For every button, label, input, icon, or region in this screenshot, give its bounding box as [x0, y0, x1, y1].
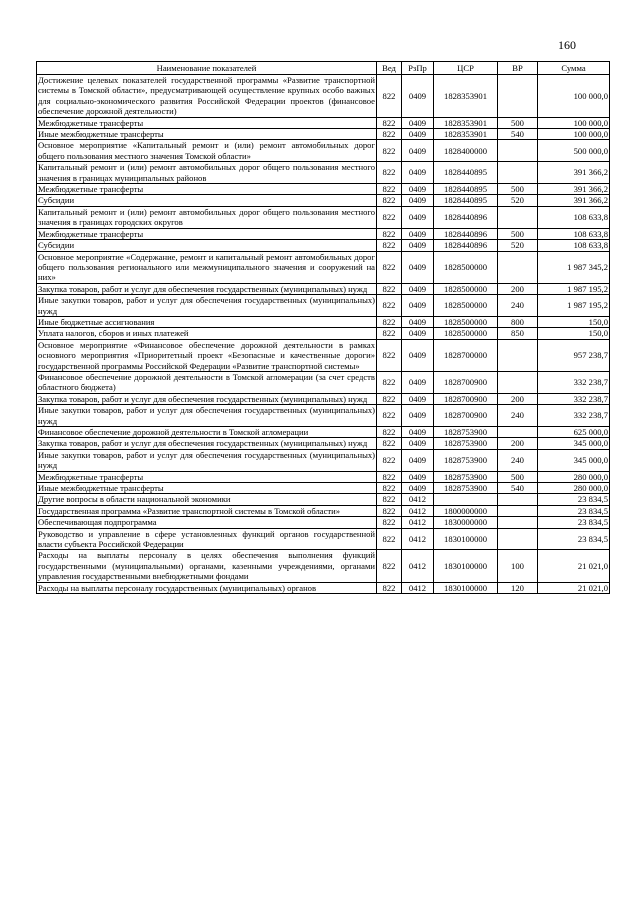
table-header-row [37, 62, 610, 75]
header-name: Наименование показателей [37, 62, 377, 75]
cell-sum: 108 633,8 [538, 206, 610, 228]
cell-ved: 822 [377, 206, 402, 228]
cell-ved: 822 [377, 184, 402, 195]
cell-ved: 822 [377, 517, 402, 528]
cell-rzpr: 0412 [402, 550, 434, 582]
cell-sum: 23 834,5 [538, 528, 610, 550]
cell-rzpr: 0409 [402, 228, 434, 239]
table-row [37, 328, 610, 339]
cell-sum: 280 000,0 [538, 483, 610, 494]
header-vr: ВР [498, 62, 538, 75]
cell-vr: 540 [498, 129, 538, 140]
cell-ved: 822 [377, 471, 402, 482]
cell-ved: 822 [377, 283, 402, 294]
cell-name: Расходы на выплаты персоналу государственных (муниципальных) органов [37, 582, 377, 593]
cell-csr: 1830100000 [434, 528, 498, 550]
cell-csr: 1828753900 [434, 483, 498, 494]
cell-name: Руководство и управление в сфере установленных функций органов государственной власти субъекта Российской Федерации [38, 528, 375, 550]
cell-sum: 23 834,5 [538, 494, 610, 505]
cell-sum: 957 238,7 [538, 339, 610, 371]
cell-vr [498, 371, 538, 393]
cell-name: Основное мероприятие «Финансовое обеспечение дорожной деятельности в рамках основного мероприятия «Приоритетный проект «Безопасные и качественные дороги» государственной программы Российской Федерации «Развитие транспортной системы» [38, 339, 375, 371]
table-row [37, 405, 610, 427]
cell-name: Другие вопросы в области национальной экономики [37, 494, 377, 505]
cell-name: Иные закупки товаров, работ и услуг для обеспечения государственных (муниципальных) нужд [38, 405, 375, 426]
cell-name: Субсидии [37, 240, 377, 251]
table-row [37, 449, 610, 471]
cell-sum: 100 000,0 [538, 75, 610, 118]
cell-rzpr: 0409 [402, 295, 434, 317]
cell-vr [498, 528, 538, 550]
cell-sum: 1 987 195,2 [538, 295, 610, 317]
cell-csr: 1828353901 [434, 75, 498, 118]
cell-sum: 150,0 [538, 316, 610, 327]
header-sum: Сумма [538, 62, 610, 75]
cell-vr: 500 [498, 117, 538, 128]
cell-csr: 1828753900 [434, 471, 498, 482]
cell-csr: 1828440895 [434, 184, 498, 195]
cell-sum: 1 987 195,2 [538, 283, 610, 294]
cell-ved: 822 [377, 162, 402, 184]
cell-rzpr: 0409 [402, 339, 434, 371]
table-row [37, 316, 610, 327]
cell-ved: 822 [377, 75, 402, 118]
cell-sum: 391 366,2 [538, 184, 610, 195]
cell-name: Иные бюджетные ассигнования [37, 316, 377, 327]
cell-name: Финансовое обеспечение дорожной деятельности в Томской агломерации (за счет средств областного бюджета) [38, 371, 375, 393]
table-row [37, 184, 610, 195]
cell-csr: 1828500000 [434, 251, 498, 283]
cell-csr: 1828500000 [434, 295, 498, 317]
cell-name: Субсидии [37, 195, 377, 206]
cell-csr: 1828700900 [434, 393, 498, 404]
table-row [37, 471, 610, 482]
cell-csr: 1828700900 [434, 371, 498, 393]
cell-rzpr: 0409 [402, 405, 434, 427]
table-body [37, 75, 610, 594]
cell-ved: 822 [377, 505, 402, 516]
cell-rzpr: 0409 [402, 251, 434, 283]
cell-vr: 800 [498, 316, 538, 327]
table-row [37, 75, 610, 118]
cell-vr: 500 [498, 184, 538, 195]
table-row [37, 129, 610, 140]
cell-vr: 120 [498, 582, 538, 593]
cell-vr: 240 [498, 405, 538, 427]
cell-vr [498, 339, 538, 371]
table-row [37, 162, 610, 184]
cell-sum: 332 238,7 [538, 393, 610, 404]
cell-rzpr: 0412 [402, 528, 434, 550]
table-row [37, 228, 610, 239]
cell-sum: 150,0 [538, 328, 610, 339]
table-row [37, 517, 610, 528]
cell-csr: 1828440896 [434, 240, 498, 251]
cell-rzpr: 0409 [402, 438, 434, 449]
cell-csr: 1828700900 [434, 405, 498, 427]
cell-name: Межбюджетные трансферты [37, 184, 377, 195]
cell-rzpr: 0409 [402, 75, 434, 118]
cell-ved: 822 [377, 405, 402, 427]
table-row [37, 427, 610, 438]
cell-sum: 332 238,7 [538, 371, 610, 393]
cell-sum: 345 000,0 [538, 449, 610, 471]
cell-ved: 822 [377, 228, 402, 239]
cell-name: Государственная программа «Развитие транспортной системы в Томской области» [37, 505, 377, 516]
cell-name: Уплата налогов, сборов и иных платежей [37, 328, 377, 339]
cell-csr: 1828753900 [434, 438, 498, 449]
cell-sum: 625 000,0 [538, 427, 610, 438]
cell-ved: 822 [377, 251, 402, 283]
cell-csr: 1828440896 [434, 206, 498, 228]
cell-vr: 200 [498, 283, 538, 294]
cell-ved: 822 [377, 371, 402, 393]
cell-rzpr: 0409 [402, 483, 434, 494]
cell-vr: 200 [498, 438, 538, 449]
cell-name: Закупка товаров, работ и услуг для обеспечения государственных (муниципальных) нужд [37, 283, 377, 294]
cell-sum: 345 000,0 [538, 438, 610, 449]
cell-name: Основное мероприятие «Содержание, ремонт и капитальный ремонт автомобильных дорог общего пользования регионального или межмуниципального значения и сооружений на них» [38, 251, 375, 283]
table-row [37, 140, 610, 162]
cell-vr: 500 [498, 228, 538, 239]
cell-vr: 500 [498, 471, 538, 482]
table-row [37, 393, 610, 404]
table-row [37, 206, 610, 228]
table-row [37, 550, 610, 582]
cell-rzpr: 0409 [402, 240, 434, 251]
cell-sum: 100 000,0 [538, 129, 610, 140]
cell-csr: 1828700000 [434, 339, 498, 371]
cell-sum: 1 987 345,2 [538, 251, 610, 283]
cell-csr: 1828400000 [434, 140, 498, 162]
cell-name: Капитальный ремонт и (или) ремонт автомобильных дорог общего пользования местного значения в границах городских округов [38, 206, 375, 228]
cell-sum: 21 021,0 [538, 582, 610, 593]
cell-ved: 822 [377, 582, 402, 593]
cell-ved: 822 [377, 494, 402, 505]
cell-rzpr: 0409 [402, 427, 434, 438]
cell-sum: 23 834,5 [538, 505, 610, 516]
cell-ved: 822 [377, 550, 402, 582]
cell-csr: 1828500000 [434, 283, 498, 294]
cell-ved: 822 [377, 129, 402, 140]
cell-rzpr: 0409 [402, 195, 434, 206]
cell-rzpr: 0412 [402, 494, 434, 505]
cell-ved: 822 [377, 339, 402, 371]
cell-name: Финансовое обеспечение дорожной деятельности в Томской агломерации [37, 427, 377, 438]
cell-ved: 822 [377, 295, 402, 317]
cell-ved: 822 [377, 140, 402, 162]
cell-name: Межбюджетные трансферты [37, 471, 377, 482]
cell-rzpr: 0409 [402, 449, 434, 471]
cell-rzpr: 0409 [402, 184, 434, 195]
cell-rzpr: 0409 [402, 117, 434, 128]
cell-csr [434, 494, 498, 505]
cell-csr: 1828440896 [434, 228, 498, 239]
cell-ved: 822 [377, 438, 402, 449]
cell-ved: 822 [377, 483, 402, 494]
cell-rzpr: 0409 [402, 328, 434, 339]
table-row [37, 339, 610, 371]
cell-name: Достижение целевых показателей государственной программы «Развитие транспортной системы в Томской области», предусматривающей осуществление крупных особо важных для социально-экономического развития Российской Федерации проектов (финансовое обеспечение дорожной деятельности) [38, 75, 375, 117]
cell-sum: 108 633,8 [538, 240, 610, 251]
table-row [37, 117, 610, 128]
cell-ved: 822 [377, 427, 402, 438]
cell-name: Иные закупки товаров, работ и услуг для обеспечения государственных (муниципальных) нужд [38, 295, 375, 316]
table-row [37, 371, 610, 393]
cell-rzpr: 0409 [402, 316, 434, 327]
table-row [37, 438, 610, 449]
cell-rzpr: 0409 [402, 140, 434, 162]
cell-sum: 332 238,7 [538, 405, 610, 427]
cell-name: Межбюджетные трансферты [37, 117, 377, 128]
cell-csr: 1828440895 [434, 195, 498, 206]
table-row [37, 240, 610, 251]
cell-name: Иные межбюджетные трансферты [37, 483, 377, 494]
table-row [37, 505, 610, 516]
cell-csr: 1830000000 [434, 517, 498, 528]
cell-csr: 1828353901 [434, 129, 498, 140]
header-csr: ЦСР [434, 62, 498, 75]
cell-rzpr: 0409 [402, 471, 434, 482]
cell-vr: 100 [498, 550, 538, 582]
cell-vr: 240 [498, 295, 538, 317]
cell-vr [498, 427, 538, 438]
cell-csr: 1828500000 [434, 328, 498, 339]
cell-name: Иные межбюджетные трансферты [37, 129, 377, 140]
table-row [37, 582, 610, 593]
cell-rzpr: 0409 [402, 129, 434, 140]
cell-rzpr: 0409 [402, 283, 434, 294]
table-row [37, 494, 610, 505]
cell-csr: 1830100000 [434, 582, 498, 593]
cell-vr: 200 [498, 393, 538, 404]
cell-vr [498, 140, 538, 162]
cell-vr [498, 517, 538, 528]
cell-csr: 1828353901 [434, 117, 498, 128]
cell-name: Закупка товаров, работ и услуг для обеспечения государственных (муниципальных) нужд [37, 438, 377, 449]
cell-sum: 23 834,5 [538, 517, 610, 528]
cell-sum: 100 000,0 [538, 117, 610, 128]
cell-rzpr: 0412 [402, 582, 434, 593]
cell-vr [498, 505, 538, 516]
table-row [37, 528, 610, 550]
cell-csr: 1828500000 [434, 316, 498, 327]
cell-vr [498, 206, 538, 228]
cell-sum: 21 021,0 [538, 550, 610, 582]
cell-ved: 822 [377, 393, 402, 404]
table-row [37, 195, 610, 206]
cell-rzpr: 0409 [402, 206, 434, 228]
cell-vr: 850 [498, 328, 538, 339]
cell-sum: 391 366,2 [538, 162, 610, 184]
cell-vr [498, 251, 538, 283]
cell-name: Расходы на выплаты персоналу в целях обеспечения выполнения функций государственными (муниципальными) органами, казенными учреждениями, органами управления государственными внебюджетными фондами [38, 550, 375, 582]
cell-sum: 500 000,0 [538, 140, 610, 162]
cell-csr: 1828753900 [434, 427, 498, 438]
cell-name: Обеспечивающая подпрограмма [37, 517, 377, 528]
cell-rzpr: 0409 [402, 162, 434, 184]
cell-vr [498, 162, 538, 184]
header-rzpr: РзПр [402, 62, 434, 75]
cell-rzpr: 0412 [402, 517, 434, 528]
cell-vr: 540 [498, 483, 538, 494]
cell-csr: 1800000000 [434, 505, 498, 516]
cell-rzpr: 0409 [402, 371, 434, 393]
cell-ved: 822 [377, 328, 402, 339]
cell-vr: 520 [498, 195, 538, 206]
cell-sum: 108 633,8 [538, 228, 610, 239]
cell-ved: 822 [377, 240, 402, 251]
cell-sum: 391 366,2 [538, 195, 610, 206]
page-number: 160 [558, 38, 576, 52]
table-row [37, 295, 610, 317]
table-row [37, 251, 610, 283]
cell-ved: 822 [377, 316, 402, 327]
cell-name: Капитальный ремонт и (или) ремонт автомобильных дорог общего пользования местного значения в границах муниципальных районов [38, 162, 375, 183]
cell-name: Межбюджетные трансферты [37, 228, 377, 239]
cell-name: Основное мероприятие «Капитальный ремонт и (или) ремонт автомобильных дорог общего пользования местного значения Томской области» [38, 140, 375, 161]
cell-ved: 822 [377, 449, 402, 471]
budget-table [36, 61, 610, 594]
cell-name: Иные закупки товаров, работ и услуг для обеспечения государственных (муниципальных) нужд [38, 449, 375, 471]
cell-ved: 822 [377, 117, 402, 128]
cell-vr [498, 494, 538, 505]
table-row [37, 283, 610, 294]
cell-csr: 1828440895 [434, 162, 498, 184]
cell-ved: 822 [377, 528, 402, 550]
cell-vr: 240 [498, 449, 538, 471]
header-ved: Вед [377, 62, 402, 75]
table-row [37, 483, 610, 494]
cell-name: Закупка товаров, работ и услуг для обеспечения государственных (муниципальных) нужд [37, 393, 377, 404]
cell-csr: 1828753900 [434, 449, 498, 471]
cell-rzpr: 0409 [402, 393, 434, 404]
cell-rzpr: 0412 [402, 505, 434, 516]
cell-csr: 1830100000 [434, 550, 498, 582]
cell-ved: 822 [377, 195, 402, 206]
cell-vr [498, 75, 538, 118]
cell-vr: 520 [498, 240, 538, 251]
cell-sum: 280 000,0 [538, 471, 610, 482]
